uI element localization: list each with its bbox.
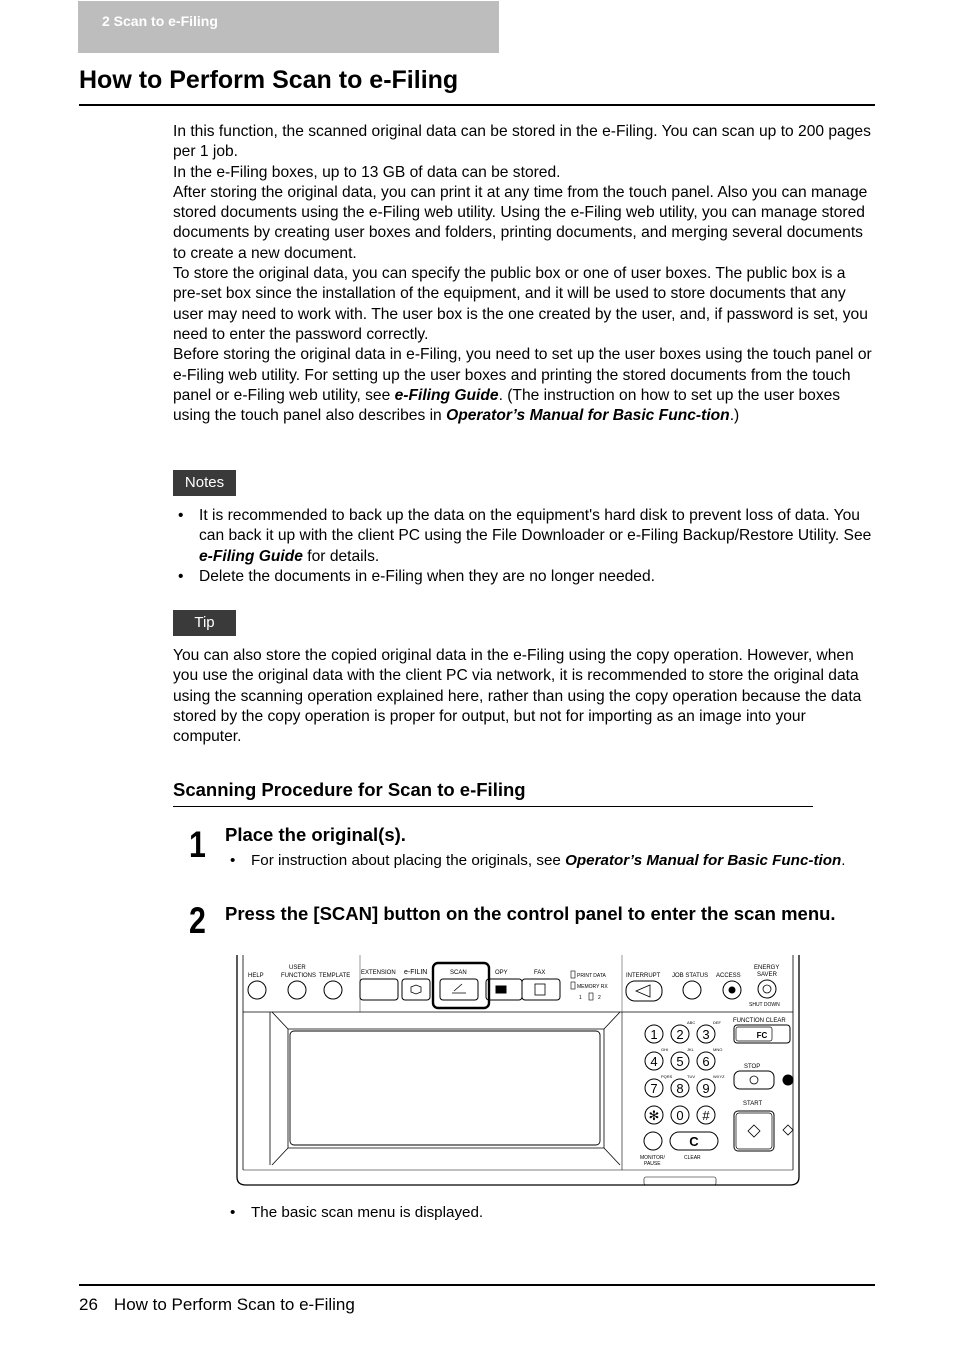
footer-title: How to Perform Scan to e-Filing <box>113 1295 355 1314</box>
stop-label: STOP <box>744 1064 761 1070</box>
keypad-sublabel: ABC <box>687 1020 696 1025</box>
print-data-label: PRINT DATA <box>577 973 606 979</box>
extension-button <box>360 979 398 1000</box>
step-2-title: Press the [SCAN] button on the control panel to enter the scan menu. <box>225 903 836 924</box>
scan-button <box>440 979 478 1000</box>
energy-saver-button <box>758 980 776 998</box>
step-2-bullets <box>225 1202 875 1223</box>
clear-key-label: C <box>689 1134 699 1149</box>
start-button <box>734 1111 774 1151</box>
scan-label: SCAN <box>450 970 467 976</box>
intro-paragraph-2: In the e-Filing boxes, up to 13 GB of data can be stored. <box>173 163 561 181</box>
interrupt-label: INTERRUPT <box>626 973 661 979</box>
keypad-sublabel: WXYZ <box>713 1074 725 1079</box>
monitor-pause-label-1: MONITOR/ <box>640 1155 665 1161</box>
keypad-key-label: 3 <box>702 1027 710 1042</box>
memory-rx-label: MEMORY RX <box>577 984 608 990</box>
copy-label: OPY <box>495 970 508 976</box>
keypad-key-label: 7 <box>650 1081 658 1096</box>
monitor-pause-button <box>644 1132 662 1150</box>
extension-label: EXTENSION <box>361 970 396 976</box>
efiling-guide-reference: e-Filing Guide <box>394 386 499 404</box>
notes-list <box>173 506 873 587</box>
footer <box>79 1295 355 1315</box>
notes-item-1-text-2: for details. <box>302 547 380 565</box>
keypad-sublabel: PQRS <box>661 1074 673 1079</box>
interrupt-button <box>626 981 662 1001</box>
help-label: HELP <box>248 973 264 979</box>
keypad-key-label: 0 <box>676 1108 684 1123</box>
start-label: START <box>743 1101 763 1107</box>
page-title: How to Perform Scan to e-Filing <box>79 66 459 94</box>
function-clear-label: FUNCTION CLEAR <box>733 1018 786 1024</box>
intro-paragraph-4: To store the original data, you can specify the public box or one of user boxes. The public box is a pre-set box since the installation of the equipment, and it will be used to store documents that any user may need to work with. The user box is the one created by the user, and, if password is set, you need to enter the password correctly. <box>173 265 868 343</box>
intro-paragraph-5 <box>173 345 873 426</box>
keypad-sublabel: MNO <box>713 1047 723 1052</box>
fax-label: FAX <box>534 970 546 976</box>
operators-manual-reference: Operator’s Manual for Basic Func-tion <box>446 407 730 425</box>
access-label: ACCESS <box>716 973 741 979</box>
tip-paragraph: You can also store the copied original data in the e-Filing using the copy operation. However, when you use the original data with the client PC via network, it is recommended to store the original data using the scanning operation explained here, rather than using the copy operation because the data stored by the copy operation is proper for output, but not for importing as an image into your computer. <box>173 647 862 746</box>
step-2-result-bullet: • The basic scan menu is displayed. <box>225 1202 875 1223</box>
intro-paragraph-1: In this function, the scanned original data can be stored in the e-Filing. You can scan up to 200 pages per 1 job. <box>173 123 871 161</box>
user-functions-label-2: FUNCTIONS <box>281 973 316 979</box>
numeric-keypad <box>645 1020 725 1124</box>
tip-label: Tip <box>173 610 236 636</box>
efiling-guide-reference: e-Filing Guide <box>199 547 303 565</box>
keypad-key-label: 9 <box>702 1081 710 1096</box>
control-panel-illustration <box>232 955 804 1191</box>
keypad-key-label: 2 <box>676 1027 684 1042</box>
keypad-key-label: 6 <box>702 1054 710 1069</box>
keypad-sublabel: TUV <box>687 1074 695 1079</box>
line1-label: 1 <box>579 995 582 1001</box>
step-1-bullet-text: For instruction about placing the originals, see <box>251 852 566 869</box>
keypad-key-label: 1 <box>650 1027 658 1042</box>
energy-saver-label-1: ENERGY <box>754 965 780 971</box>
step-2-number: 2 <box>189 900 206 941</box>
step-1-bullet <box>225 850 875 871</box>
intro-p5-text-3: .) <box>729 407 740 425</box>
stop-button <box>734 1071 774 1089</box>
notes-item-1 <box>173 506 873 567</box>
page-number: 26 <box>79 1295 98 1314</box>
fc-key-label: FC <box>756 1031 768 1040</box>
user-functions-button <box>288 981 306 999</box>
keypad-sublabel: GHI <box>661 1047 669 1052</box>
keypad-key-label: ✻ <box>648 1108 660 1123</box>
operators-manual-reference: Operator’s Manual for Basic Func-tion <box>565 852 842 869</box>
step-1-number: 1 <box>189 824 206 865</box>
notes-item-1-text: It is recommended to back up the data on the equipment's hard disk to prevent loss of data. You can back it up with the client PC using the File Downloader or e-Filing Backup/Restore Utility. See <box>199 507 872 545</box>
user-functions-label-1: USER <box>289 965 306 971</box>
keypad-key-label: 8 <box>676 1081 684 1096</box>
job-status-button <box>683 981 701 999</box>
keypad-key-label: 4 <box>650 1054 658 1069</box>
line2-label: 2 <box>598 995 601 1001</box>
notes-label: Notes <box>173 470 236 496</box>
step-1-bullets <box>225 850 875 871</box>
shut-down-label: SHUT DOWN <box>749 1002 780 1008</box>
keypad-sublabel: DEF <box>713 1020 721 1025</box>
monitor-pause-label-2: PAUSE <box>644 1161 661 1167</box>
job-status-label: JOB STATUS <box>672 973 709 979</box>
intro-text <box>173 122 873 426</box>
notes-item-2: • Delete the documents in e-Filing when they are no longer needed. <box>173 567 873 587</box>
section-heading: Scanning Procedure for Scan to e-Filing <box>173 779 526 800</box>
energy-saver-label-2: SAVER <box>757 972 777 978</box>
efiling-button <box>402 979 430 1000</box>
intro-p5-text: Before storing the original data in e-Filing, you need to set up the user boxes using the touch panel or e-Filing web utility. For setting up the user boxes and printing the stored documents from the touch panel or e-Filing web utility, see <box>173 346 872 404</box>
efiling-label: e-FILIN <box>404 969 428 976</box>
step-1-title: Place the original(s). <box>225 824 406 845</box>
keypad-sublabel: JKL <box>687 1047 694 1052</box>
keypad-key-label: # <box>702 1108 710 1123</box>
template-label: TEMPLATE <box>319 973 351 979</box>
section-rule <box>173 806 813 807</box>
tip-text <box>173 646 873 747</box>
template-button <box>324 981 342 999</box>
title-rule <box>79 104 875 106</box>
intro-paragraph-3: After storing the original data, you can print it at any time from the touch panel. Also you can manage stored documents using the e-Filing web utility. Using the e-Filing web utility, you can manage stored documents by creating user boxes and folders, printing documents, and merging several documents to create a new document. <box>173 183 868 262</box>
footer-rule <box>79 1284 875 1286</box>
keypad-key-label: 5 <box>676 1054 684 1069</box>
fax-button <box>522 979 560 1000</box>
step-1-bullet-text-2: . <box>841 852 846 869</box>
help-button <box>248 981 266 999</box>
intro-p5-text-2: . (The instruction on how to set up the user boxes using the touch panel also describes in <box>173 386 841 425</box>
chapter-tab: 2 Scan to e-Filing <box>78 1 499 53</box>
clear-label: CLEAR <box>684 1155 701 1161</box>
